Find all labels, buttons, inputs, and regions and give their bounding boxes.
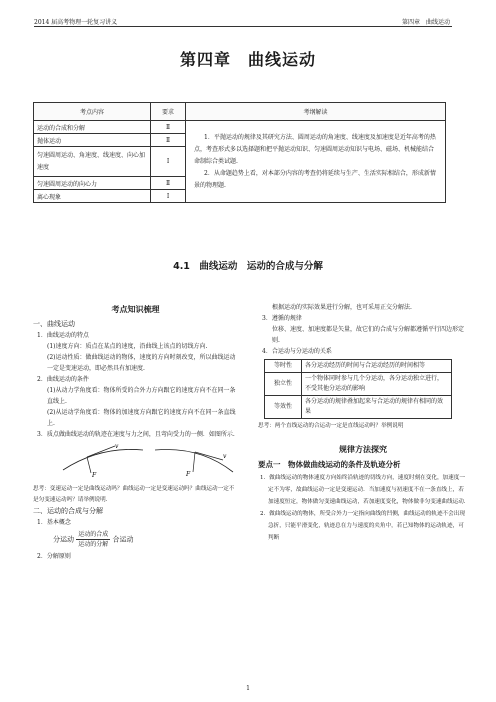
concept-diagram [33, 530, 238, 549]
table-header-row [34, 103, 446, 121]
list-item: 1．基本概念 [37, 519, 71, 526]
concept-arrows [76, 530, 110, 549]
table-row [34, 121, 446, 134]
list-item: 根据运动的实际效果进行分解，也可采用正交分解法. [272, 304, 412, 311]
force-label: F [186, 471, 191, 478]
relation-key: 独立性 [265, 373, 302, 396]
table-row [265, 360, 452, 373]
part-heading: 一、曲线运动 [33, 320, 75, 328]
velocity-arrow [195, 452, 223, 460]
table-header: 考点内容 [34, 103, 151, 121]
key-point-item: 1．做曲线运动的物体速度方向始终沿轨迹的切线方向，速度时刻在变化，加速度一定不为零，故曲线运动一定是变速运动．当加速度与初速度不在一条直线上，若加速度恒定，物体做匀变速曲线运动，若加速度变化，物体做非匀变速曲线运动. [260, 475, 466, 505]
list-item: 3．遵循的规律 [262, 315, 302, 322]
level-cell: Ⅰ [151, 147, 186, 177]
list-item: 3．质点做曲线运动的轨迹在速度与力之间，且弯向受力的一侧．如图所示. [37, 431, 235, 438]
topic-cell: 抛体运动 [34, 134, 151, 147]
velocity-arrow [87, 446, 115, 457]
concept-right: 合运动 [112, 535, 134, 544]
right-column [258, 302, 468, 544]
trajectory-figure [55, 440, 245, 480]
level-cell: Ⅰ [151, 190, 186, 203]
list-item: 1．曲线运动的特点 [37, 332, 89, 339]
list-item: 位移、速度、加速度都是矢量，故它们的合成与分解都遵循平行四边形定则. [272, 326, 465, 344]
relation-table [264, 359, 452, 419]
relation-key: 等时性 [265, 360, 302, 373]
exam-outline-table [33, 102, 446, 203]
force-label: F [92, 472, 97, 479]
level-cell: Ⅱ [151, 121, 186, 134]
force-arrow [87, 457, 91, 473]
header-left: 2014 届高考物理一轮复习讲义 [34, 19, 118, 26]
list-item: 4．合运动与分运动的关系 [262, 348, 332, 355]
interpretation-cell [186, 121, 446, 203]
part-heading: 二、运动的合成与分解 [33, 507, 103, 515]
method-heading: 规律方法探究 [339, 445, 387, 454]
thinking-question: 思考：变速运动一定是曲线运动吗？曲线运动一定是变速运动吗？曲线运动一定不是匀变速运动吗？请举例说明. [33, 486, 235, 503]
knowledge-heading: 考点知识梳理 [111, 305, 160, 314]
table-header: 考纲解读 [186, 103, 446, 121]
list-item: (2)运动性质：做曲线运动的物体，速度的方向时刻改变，所以曲线运动一定是变速运动，即必然具有加速度. [47, 354, 236, 372]
topic-cell: 匀速圆周运动的向心力 [34, 177, 151, 190]
concept-bottom: 运动的分解 [78, 541, 109, 548]
topic-cell: 运动的合成和分解 [34, 121, 151, 134]
force-arrow [193, 452, 195, 472]
key-point-heading: 要点一 物体做曲线运动的条件及轨迹分析 [258, 460, 401, 469]
velocity-label: v [115, 443, 119, 450]
relation-value: 一个物体同时参与几个分运动，各分运动独立进行，不受其他分运动的影响 [302, 373, 452, 396]
trajectory-curve [63, 449, 143, 470]
page-number: 1 [246, 685, 250, 692]
key-point-item: 2．做曲线运动的物体，所受合外力一定指向曲线的凹侧，曲线运动的轨迹不会出现急折，只能平滑变化，轨迹总在力与速度的夹角中，若已知物体的运动轨迹，可判断 [260, 511, 465, 541]
relation-value: 各分运动经历的时间与合运动经历的时间相等 [302, 360, 452, 373]
section-title: 4.1 曲线运动 运动的合成与分解 [173, 261, 323, 272]
list-item: (1)从动力学角度看：物体所受的合外力方向跟它的速度方向不在同一条直线上. [47, 387, 236, 405]
level-cell: Ⅱ [151, 177, 186, 190]
relation-value: 各分运动的规律叠加起来与合运动的规律有相同的效果 [302, 396, 452, 419]
table-header: 要求 [151, 103, 186, 121]
list-item: (1)速度方向：质点在某点的速度，沿曲线上该点的切线方向. [47, 343, 208, 350]
interpretation-item: 2．从命题趋势上看，对本部分内容的考查仍将延续与生产、生活实际相结合，形成新情景的物理题. [194, 169, 436, 189]
thinking-question: 思考：两个直线运动的合运动一定是直线运动吗？举例说明 [258, 423, 404, 429]
level-cell: Ⅱ [151, 134, 186, 147]
topic-cell: 离心现象 [34, 190, 151, 203]
concept-top: 运动的合成 [78, 531, 109, 538]
table-row [265, 396, 452, 419]
interpretation-item: 1．平抛运动的规律及其研究方法、圆周运动的角速度、线速度及加速度是近年高考的热点，考查形式多以选择题和把平抛运动知识、匀速圆周运动知识与电场、磁场、机械能结合命制综合类试题. [194, 133, 436, 165]
list-item: (2)从运动学角度看：物体的加速度方向跟它的速度方向不在同一条直线上. [47, 409, 236, 427]
header-rule [34, 26, 452, 27]
chapter-title: 第四章 曲线运动 [179, 50, 316, 69]
header-right: 第四章 曲线运动 [401, 19, 450, 26]
topic-cell: 匀速圆周运动、角速度、线速度、向心加速度 [34, 147, 151, 177]
relation-key: 等效性 [265, 396, 302, 419]
concept-left: 分运动 [53, 535, 74, 544]
left-column [33, 302, 238, 562]
list-item: 2．曲线运动的条件 [37, 376, 89, 383]
velocity-label: v [223, 453, 227, 460]
list-item: 2．分解原则 [37, 553, 71, 560]
table-row [265, 373, 452, 396]
